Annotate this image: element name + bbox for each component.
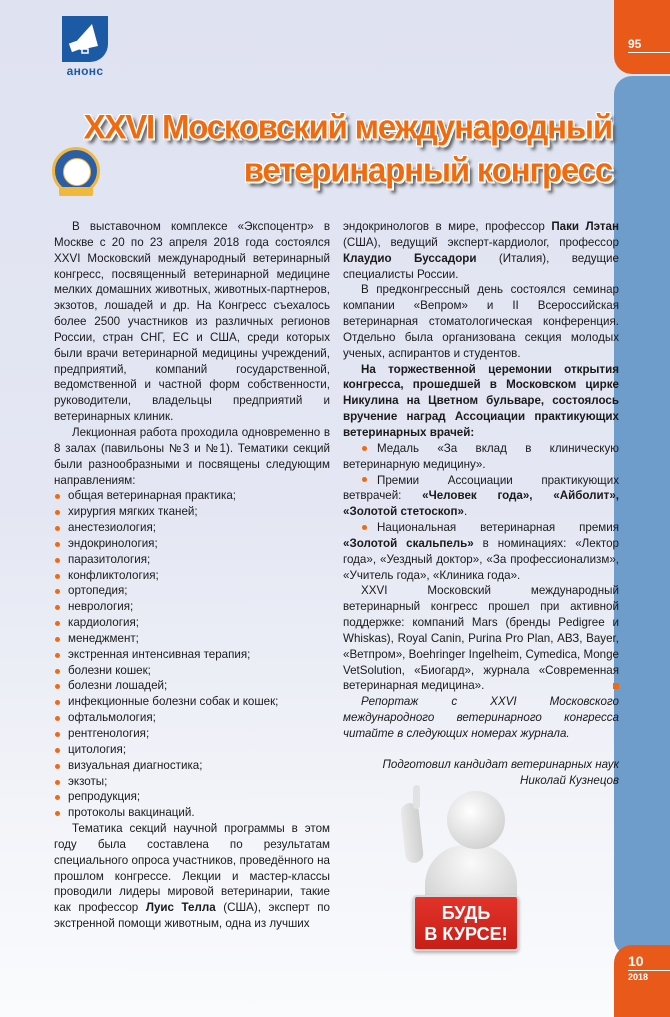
award-names: «Человек года», «Айболит», «Золотой стетоскоп» [343,489,620,519]
report-note: Репортаж с XXVI Московского международного ветеринарного конгресса читайте в следующих номерах журнала. [343,695,619,740]
text: Тематика секций научной программы в этом году была составлена по результатам специального опроса участников, проведённого на прошлом конгрессе. Лекции и мастер-классы проводили лидеры мировой ветеринарии, такие как профессор [54,822,330,915]
list-item: менеджмент; [54,631,330,647]
award-text: . [463,505,468,519]
issue-year: 2018 [628,972,649,982]
list-item: протоколы вакцинаций. [54,805,330,821]
bullet-icon [362,446,367,451]
list-item: ортопедия; [54,583,330,599]
list-item: эндокринология; [54,536,330,552]
page-number: 95 [628,37,642,51]
text: (США), ведущий эксперт-кардиолог, профессор [343,235,619,249]
speaker-name: Клаудио Буссадори [343,251,477,265]
sponsors-paragraph [343,583,619,694]
seminar-paragraph: В предконгрессный день состоялся семинар компании «Вепром» и II Всероссийская ветеринарная стоматологическая конференция. Отдельно была организована секция молодых ученых, аспирантов и студентов. [343,283,619,360]
award-item [343,473,619,521]
author-title: Подготовил кандидат ветеринарных наук [382,757,619,771]
award-names: «Золотой скальпель» [343,536,474,550]
end-mark-icon [613,683,619,689]
sponsors-text: XXVI Московский международный ветеринарный конгресс прошел при активной поддержке: компаний Mars (бренды Pedigree и Whiskas), Royal Canin, Purina Pro Plan, АВЗ, Bayer, «Ветпром», Boehringer Ingelheim, Cymedica, Monge VetSolution, «Биогард», журнала «Современная ветеринарная медицина». [343,584,619,693]
issue-tab [614,945,670,1017]
award-text: Медаль «За вклад в клиническую ветеринарную медицину». [343,441,619,471]
author-signature [343,757,619,789]
text: (США), эксперт по экстренной помощи животным, одна из лучших [54,901,330,931]
list-item: кардиология; [54,615,330,631]
speaker-name: Паки Лэтан [551,220,619,233]
intro-paragraph: В выставочном комплексе «Экспоцентр» в Москве с 20 по 23 апреля 2018 года состоялся XXVI Московский международный ветеринарный конгресс, посвященный ветеринарной медицине мелких домашних животных, животных-партнеров, экзотов, лошадей и др. На Конгресс съехалось более 2500 участников из различных регионов России, стран СНГ, ЕС и США, среди которых были врачи ветеринарной медицины учреждений, предприятий, компаний государственной, ведомственной и частной форм собственности, руководители, владельцы предприятий и ветеринарных клиник. [54,220,330,424]
ceremony-paragraph [343,362,619,441]
lectures-paragraph: Лекционная работа проходила одновременно в 8 залах (павильоны №3 и №1). Тематики секций были разнообразными и посвящены следующим направлениям: [54,425,330,487]
side-band [614,76,670,956]
text: (Италия), ведущие специалисты России. [343,251,619,281]
list-item: экзоты; [54,774,330,790]
list-item: болезни лошадей; [54,678,330,694]
award-item [343,441,619,473]
divider [628,52,670,53]
speaker-name: Луис Телла [145,901,216,915]
pointing-finger-icon [413,785,420,809]
award-item [343,520,619,583]
list-item: рентгенология; [54,726,330,742]
list-item: репродукция; [54,789,330,805]
author-name: Николай Кузнецов [520,773,619,787]
list-item: визуальная диагностика; [54,758,330,774]
list-item: цитология; [54,742,330,758]
figure-arm [400,802,424,864]
emblem-center [63,158,91,186]
issue-number: 10 [628,953,644,969]
award-text: в номинациях: «Лектор года», «Уездный доктор», «За профессионализм», «Учитель года», «Клиника года». [343,536,620,582]
list-item: неврология; [54,599,330,615]
program-paragraph [54,821,330,932]
list-item: конфликтология; [54,568,330,584]
list-item: офтальмология; [54,710,330,726]
list-item: общая ветеринарная практика; [54,488,330,504]
article-title-line2: ветеринарный конгресс [243,150,612,189]
bullet-icon [362,525,367,530]
logo-label: анонс [66,64,104,78]
topics-list [54,488,330,821]
list-item: инфекционные болезни собак и кошек; [54,694,330,710]
stay-informed-sign [413,895,519,951]
left-column [54,219,330,932]
megaphone-icon [62,16,108,62]
sign-line2: В КУРСЕ! [424,924,508,944]
congress-emblem-icon [52,147,100,195]
divider [628,970,670,971]
announcement-logo [62,16,108,80]
page-number-tab [614,0,670,74]
ceremony-text: На торжественной церемонии открытия конгресса, прошедшей в Московском цирке Никулина на Цветном бульваре, состоялось вручение наград Ассоциации практикующих ветеринарных врачей: [343,362,619,439]
list-item: экстренная интенсивная терапия; [54,647,330,663]
award-text: Премии Ассоциации практикующих ветврачей: [343,473,619,503]
emblem-ribbon [59,187,93,196]
speakers-continuation [343,219,619,282]
award-text: Национальная ветеринарная премия [377,521,619,535]
list-item: паразитология; [54,552,330,568]
figure-head [447,791,505,849]
text: эндокринологов в мире, профессор [343,220,552,233]
bullet-icon [362,477,367,482]
list-item: хирургия мягких тканей; [54,504,330,520]
list-item: анестезиология; [54,520,330,536]
promo-figure [395,785,545,965]
article-title-line1: XXVI Московский международный [83,107,612,146]
sign-line1: БУДЬ [441,903,491,923]
list-item: болезни кошек; [54,663,330,679]
right-column [343,219,619,789]
